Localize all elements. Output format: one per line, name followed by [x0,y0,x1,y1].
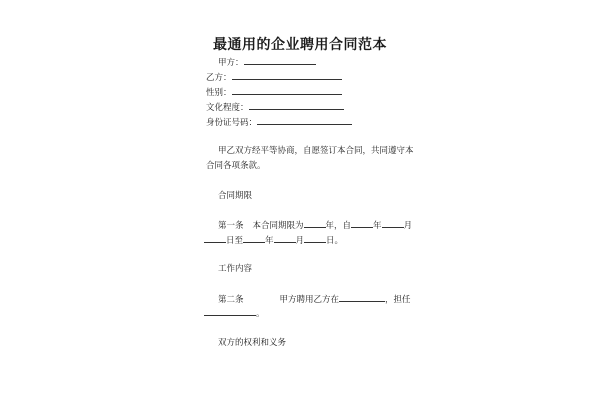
rights-heading: 双方的权利和义务 [218,338,287,348]
clause-2-line-1 [218,293,411,306]
clause-1-text: 本合同期限为 [252,221,304,231]
clause-1-line-1 [218,219,412,232]
education-blank [249,101,344,110]
start-day-unit: 日至 [226,236,244,246]
end-year-unit: 年 [265,236,274,246]
clause-2-position-text: ，担任 [385,295,411,305]
start-month-blank [382,219,404,228]
clause-1-line-2 [204,234,343,247]
intro-line-1: 甲乙双方经平等协商，自愿签订本合同，共同遵守本 [218,146,414,156]
end-month-unit: 月 [295,236,305,246]
work-location-blank [339,293,385,302]
clause-2-end: 。 [256,309,265,319]
end-day-unit: 日。 [326,236,344,246]
gender-label: 性别： [206,88,232,98]
term-year-unit: 年，自 [325,221,352,231]
end-day-blank [304,234,326,243]
work-position-blank [204,307,256,316]
start-year-unit: 年 [373,221,382,231]
party-a-row [218,56,316,69]
term-heading: 合同期限 [218,191,253,201]
clause-2-line-2 [204,307,265,320]
party-b-row [206,71,342,84]
end-month-blank [274,234,296,243]
party-b-blank [232,71,342,80]
start-year-blank [351,219,373,228]
education-row [206,101,344,114]
document-title: 最通用的企业聘用合同范本 [213,37,387,53]
gender-row [206,86,342,99]
id-number-blank [257,116,352,125]
id-number-label: 身份证号码： [206,118,258,128]
start-day-blank [204,234,226,243]
work-heading: 工作内容 [218,264,253,274]
clause-1-label: 第一条 [218,221,244,231]
id-number-row [206,116,352,129]
clause-2-label: 第二条 [218,295,244,305]
education-label: 文化程度： [206,103,249,113]
party-a-label: 甲方： [218,58,244,68]
end-year-blank [243,234,265,243]
clause-2-text: 甲方聘用乙方在 [279,295,340,305]
party-b-label: 乙方： [206,73,232,83]
gender-blank [232,86,342,95]
intro-line-2: 合同各项条款。 [206,161,266,171]
party-a-blank [244,56,316,65]
term-years-blank [304,219,326,228]
start-month-unit: 月 [403,221,413,231]
